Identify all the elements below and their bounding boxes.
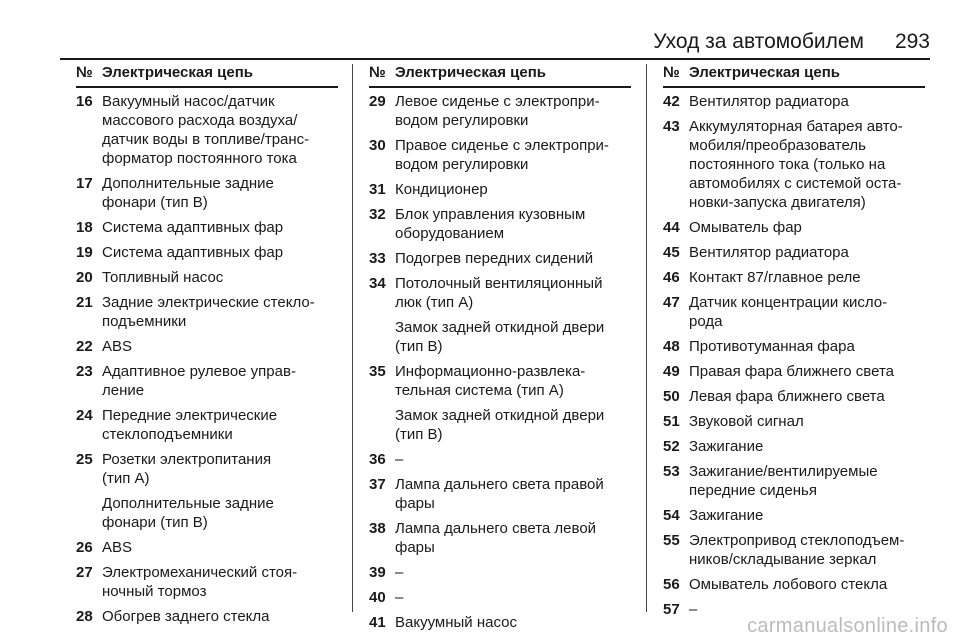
fuse-number: 49 <box>663 363 680 380</box>
fuse-circuit <box>102 218 338 237</box>
circuit-text-line: люк (тип A) <box>395 294 474 311</box>
circuit-text-line: (тип A) <box>102 470 150 487</box>
fuse-circuit <box>102 538 338 557</box>
fuse-circuit <box>395 180 631 199</box>
circuit-text-line: Замок задней откидной двери <box>395 319 605 336</box>
circuit-text-line: – <box>395 564 404 581</box>
fuse-row <box>76 218 338 237</box>
fuse-number: 39 <box>369 564 386 581</box>
fuse-number: 41 <box>369 614 386 631</box>
fuse-circuit <box>102 607 338 626</box>
fuse-circuit <box>395 450 631 469</box>
fuse-row <box>76 174 338 212</box>
fuse-number: 42 <box>663 93 680 110</box>
circuit-text-line: датчик воды в топливе/транс- <box>102 131 310 148</box>
fuse-row <box>663 412 925 431</box>
circuit-text-line: Левая фара ближнего света <box>689 388 885 405</box>
circuit-text-line: Лампа дальнего света правой <box>395 476 604 493</box>
circuit-text-line: ников/складывание зеркал <box>689 551 877 568</box>
fuse-number: 23 <box>76 363 93 380</box>
fuse-circuit <box>395 475 631 513</box>
circuit-alternative <box>395 406 631 444</box>
circuit-text-line: фары <box>395 495 435 512</box>
circuit-text-line: Вакуумный насос <box>395 614 517 631</box>
num-header: № <box>369 64 386 81</box>
fuse-row <box>76 293 338 331</box>
fuse-row <box>663 268 925 287</box>
fuse-circuit <box>102 337 338 356</box>
circuit-text-line: Система адаптивных фар <box>102 244 284 261</box>
fuse-number: 28 <box>76 608 93 625</box>
header-rule <box>60 58 930 60</box>
circuit-text-line: Левое сиденье с электропри- <box>395 93 600 110</box>
circuit-text-line: Противотуманная фара <box>689 338 855 355</box>
table-column-2 <box>369 64 631 631</box>
fuse-row <box>663 293 925 331</box>
num-header: № <box>663 64 680 81</box>
fuse-circuit <box>102 406 338 444</box>
circuit-text-line: ночный тормоз <box>102 583 207 600</box>
circuit-text-line: Подогрев передних сидений <box>395 250 594 267</box>
circuit-text-line: Лампа дальнего света левой <box>395 520 597 537</box>
circuit-text-line: Звуковой сигнал <box>689 413 804 430</box>
fuse-row <box>369 136 631 174</box>
fuse-number: 43 <box>663 118 680 135</box>
fuse-circuit <box>689 243 925 262</box>
circuit-text-line: ABS <box>102 539 133 556</box>
fuse-circuit <box>395 563 631 582</box>
fuse-row <box>369 249 631 268</box>
fuse-number: 48 <box>663 338 680 355</box>
page-title: Уход за автомобилем <box>653 30 864 53</box>
fuse-number: 16 <box>76 93 93 110</box>
fuse-number: 36 <box>369 451 386 468</box>
circuit-text-line: Омыватель лобового стекла <box>689 576 888 593</box>
fuse-circuit <box>689 268 925 287</box>
fuse-number: 18 <box>76 219 93 236</box>
fuse-number: 40 <box>369 589 386 606</box>
fuse-circuit <box>689 387 925 406</box>
fuse-row <box>76 362 338 400</box>
circuit-text-line: (тип B) <box>395 338 443 355</box>
fuse-row <box>76 406 338 444</box>
circuit-text-line: передние сиденья <box>689 482 817 499</box>
fuse-row <box>76 563 338 601</box>
fuse-number: 26 <box>76 539 93 556</box>
fuse-circuit <box>689 92 925 111</box>
fuse-circuit <box>689 117 925 212</box>
column-divider <box>646 64 647 612</box>
fuse-circuit <box>689 531 925 569</box>
fuse-row <box>369 588 631 607</box>
fuse-circuit <box>689 462 925 500</box>
circuit-text-line: Правая фара ближнего света <box>689 363 894 380</box>
circuit-text-line: – <box>395 451 404 468</box>
circuit-text-line: Контакт 87/главное реле <box>689 269 861 286</box>
circuit-text-line: водом регулировки <box>395 156 529 173</box>
fuse-number: 29 <box>369 93 386 110</box>
fuse-number: 34 <box>369 275 386 292</box>
page-header <box>60 26 930 60</box>
fuse-list <box>76 92 338 626</box>
circuit-text-line: – <box>689 601 698 618</box>
circuit-text-line: фары <box>395 539 435 556</box>
fuse-circuit <box>102 293 338 331</box>
circuit-text-line: Омыватель фар <box>689 219 802 236</box>
circuit-text-line: Адаптивное рулевое управ- <box>102 363 296 380</box>
fuse-number: 53 <box>663 463 680 480</box>
fuse-list <box>663 92 925 619</box>
fuse-circuit <box>689 575 925 594</box>
circuit-text-line: стеклоподъемники <box>102 426 233 443</box>
fuse-row <box>369 92 631 130</box>
fuse-circuit <box>689 412 925 431</box>
page-number: 293 <box>894 30 930 53</box>
fuse-row <box>369 450 631 469</box>
fuse-row <box>663 575 925 594</box>
circuit-text-line: Аккумуляторная батарея авто- <box>689 118 903 135</box>
fuse-circuit <box>689 506 925 525</box>
fuse-row <box>369 563 631 582</box>
circuit-text-line: Дополнительные задние <box>102 175 274 192</box>
fuse-number: 50 <box>663 388 680 405</box>
fuse-number: 19 <box>76 244 93 261</box>
fuse-circuit <box>689 293 925 331</box>
fuse-row <box>663 531 925 569</box>
num-header: № <box>76 64 93 81</box>
fuse-number: 44 <box>663 219 680 236</box>
circuit-text-line: постоянного тока (только на <box>689 156 886 173</box>
circuit-text-line: водом регулировки <box>395 112 529 129</box>
circuit-text-line: Кондиционер <box>395 181 488 198</box>
circuit-text-line: Вакуумный насос/датчик <box>102 93 275 110</box>
circuit-text-line: Дополнительные задние <box>102 495 274 512</box>
fuse-circuit <box>395 136 631 174</box>
fuse-number: 20 <box>76 269 93 286</box>
fuse-row <box>369 519 631 557</box>
circuit-text-line: фонари (тип B) <box>102 194 208 211</box>
fuse-number: 22 <box>76 338 93 355</box>
circuit-text-line: Задние электрические стекло- <box>102 294 315 311</box>
fuse-number: 54 <box>663 507 680 524</box>
circuit-text-line: подъемники <box>102 313 187 330</box>
circuit-text-line: Розетки электропитания <box>102 451 272 468</box>
table-column-1 <box>76 64 338 625</box>
circuit-text-line: Электромеханический стоя- <box>102 564 298 581</box>
fuse-row <box>76 337 338 356</box>
circuit-text-line: ление <box>102 382 145 399</box>
fuse-list <box>369 92 631 632</box>
circuit-text-line: рода <box>689 313 723 330</box>
fuse-row <box>663 218 925 237</box>
fuse-row <box>76 243 338 262</box>
fuse-row <box>663 337 925 356</box>
fuse-number: 25 <box>76 451 93 468</box>
circuit-text-line: Датчик концентрации кисло- <box>689 294 888 311</box>
fuse-row <box>369 475 631 513</box>
chain-header: Электрическая цепь <box>102 64 254 81</box>
fuse-row <box>369 274 631 356</box>
circuit-text-line: Вентилятор радиатора <box>689 93 849 110</box>
fuse-circuit <box>395 613 631 632</box>
circuit-text-line: оборудованием <box>395 225 505 242</box>
fuse-row <box>76 450 338 532</box>
fuse-row <box>369 613 631 632</box>
circuit-text-line: Зажигание <box>689 507 764 524</box>
fuse-number: 32 <box>369 206 386 223</box>
fuse-number: 30 <box>369 137 386 154</box>
fuse-row <box>76 92 338 168</box>
fuse-number: 38 <box>369 520 386 537</box>
fuse-row <box>663 92 925 111</box>
circuit-text-line: Зажигание/вентилируемые <box>689 463 878 480</box>
fuse-circuit <box>689 337 925 356</box>
fuse-row <box>663 117 925 212</box>
circuit-text-line: Информационно-развлека- <box>395 363 586 380</box>
fuse-circuit <box>395 519 631 557</box>
fuse-row <box>663 506 925 525</box>
table-column-3 <box>663 64 925 618</box>
fuse-number: 51 <box>663 413 680 430</box>
circuit-alternative <box>395 318 631 356</box>
circuit-text-line: тельная система (тип A) <box>395 382 564 399</box>
fuse-row <box>663 362 925 381</box>
fuse-circuit <box>102 268 338 287</box>
column-header <box>76 64 338 88</box>
column-header <box>663 64 925 88</box>
circuit-text-line: Зажигание <box>689 438 764 455</box>
fuse-row <box>663 387 925 406</box>
circuit-text-line: форматор постоянного тока <box>102 150 297 167</box>
fuse-circuit <box>102 450 338 532</box>
fuse-number: 47 <box>663 294 680 311</box>
fuse-number: 33 <box>369 250 386 267</box>
fuse-row <box>369 180 631 199</box>
fuse-row <box>663 462 925 500</box>
fuse-number: 35 <box>369 363 386 380</box>
fuse-number: 37 <box>369 476 386 493</box>
circuit-text-line: Блок управления кузовным <box>395 206 586 223</box>
fuse-circuit <box>102 174 338 212</box>
fuse-number: 57 <box>663 601 680 618</box>
fuse-circuit <box>395 274 631 356</box>
column-divider <box>352 64 353 612</box>
circuit-text-line: новки-запуска двигателя) <box>689 194 866 211</box>
circuit-text-line: Обогрев заднего стекла <box>102 608 270 625</box>
fuse-row <box>663 437 925 456</box>
fuse-row <box>369 205 631 243</box>
fuse-number: 52 <box>663 438 680 455</box>
fuse-row <box>76 268 338 287</box>
fuse-circuit <box>102 362 338 400</box>
fuse-number: 27 <box>76 564 93 581</box>
fuse-circuit <box>689 362 925 381</box>
chain-header: Электрическая цепь <box>395 64 547 81</box>
chain-header: Электрическая цепь <box>689 64 841 81</box>
circuit-text-line: фонари (тип B) <box>102 514 208 531</box>
fuse-number: 17 <box>76 175 93 192</box>
fuse-number: 45 <box>663 244 680 261</box>
circuit-text-line: Передние электрические <box>102 407 278 424</box>
circuit-text-line: массового расхода воздуха/ <box>102 112 298 129</box>
fuse-row <box>76 538 338 557</box>
circuit-text-line: Топливный насос <box>102 269 224 286</box>
fuse-circuit <box>395 588 631 607</box>
fuse-circuit <box>102 92 338 168</box>
circuit-text-line: – <box>395 589 404 606</box>
fuse-circuit <box>395 92 631 130</box>
fuse-row <box>76 607 338 626</box>
fuse-circuit <box>102 243 338 262</box>
circuit-text-line: Система адаптивных фар <box>102 219 284 236</box>
fuse-row <box>663 243 925 262</box>
circuit-text-line: Вентилятор радиатора <box>689 244 849 261</box>
circuit-text-line: мобиля/преобразователь <box>689 137 866 154</box>
circuit-alternative <box>102 494 338 532</box>
circuit-text-line: ABS <box>102 338 133 355</box>
column-header <box>369 64 631 88</box>
circuit-text-line: Замок задней откидной двери <box>395 407 605 424</box>
circuit-text-line: Электропривод стеклоподъем- <box>689 532 905 549</box>
fuse-number: 55 <box>663 532 680 549</box>
fuse-circuit <box>102 563 338 601</box>
fuse-number: 31 <box>369 181 386 198</box>
fuse-circuit <box>689 437 925 456</box>
circuit-text-line: Потолочный вентиляционный <box>395 275 603 292</box>
circuit-text-line: автомобилях с системой оста- <box>689 175 902 192</box>
circuit-text-line: Правое сиденье с электропри- <box>395 137 609 154</box>
circuit-text-line: (тип B) <box>395 426 443 443</box>
fuse-number: 24 <box>76 407 93 424</box>
fuse-circuit <box>689 218 925 237</box>
fuse-number: 21 <box>76 294 93 311</box>
fuse-number: 46 <box>663 269 680 286</box>
fuse-circuit <box>395 205 631 243</box>
fuse-circuit <box>395 362 631 444</box>
fuse-number: 56 <box>663 576 680 593</box>
fuse-row <box>369 362 631 444</box>
watermark: carmanualsonline.info <box>747 615 948 637</box>
fuse-circuit <box>395 249 631 268</box>
